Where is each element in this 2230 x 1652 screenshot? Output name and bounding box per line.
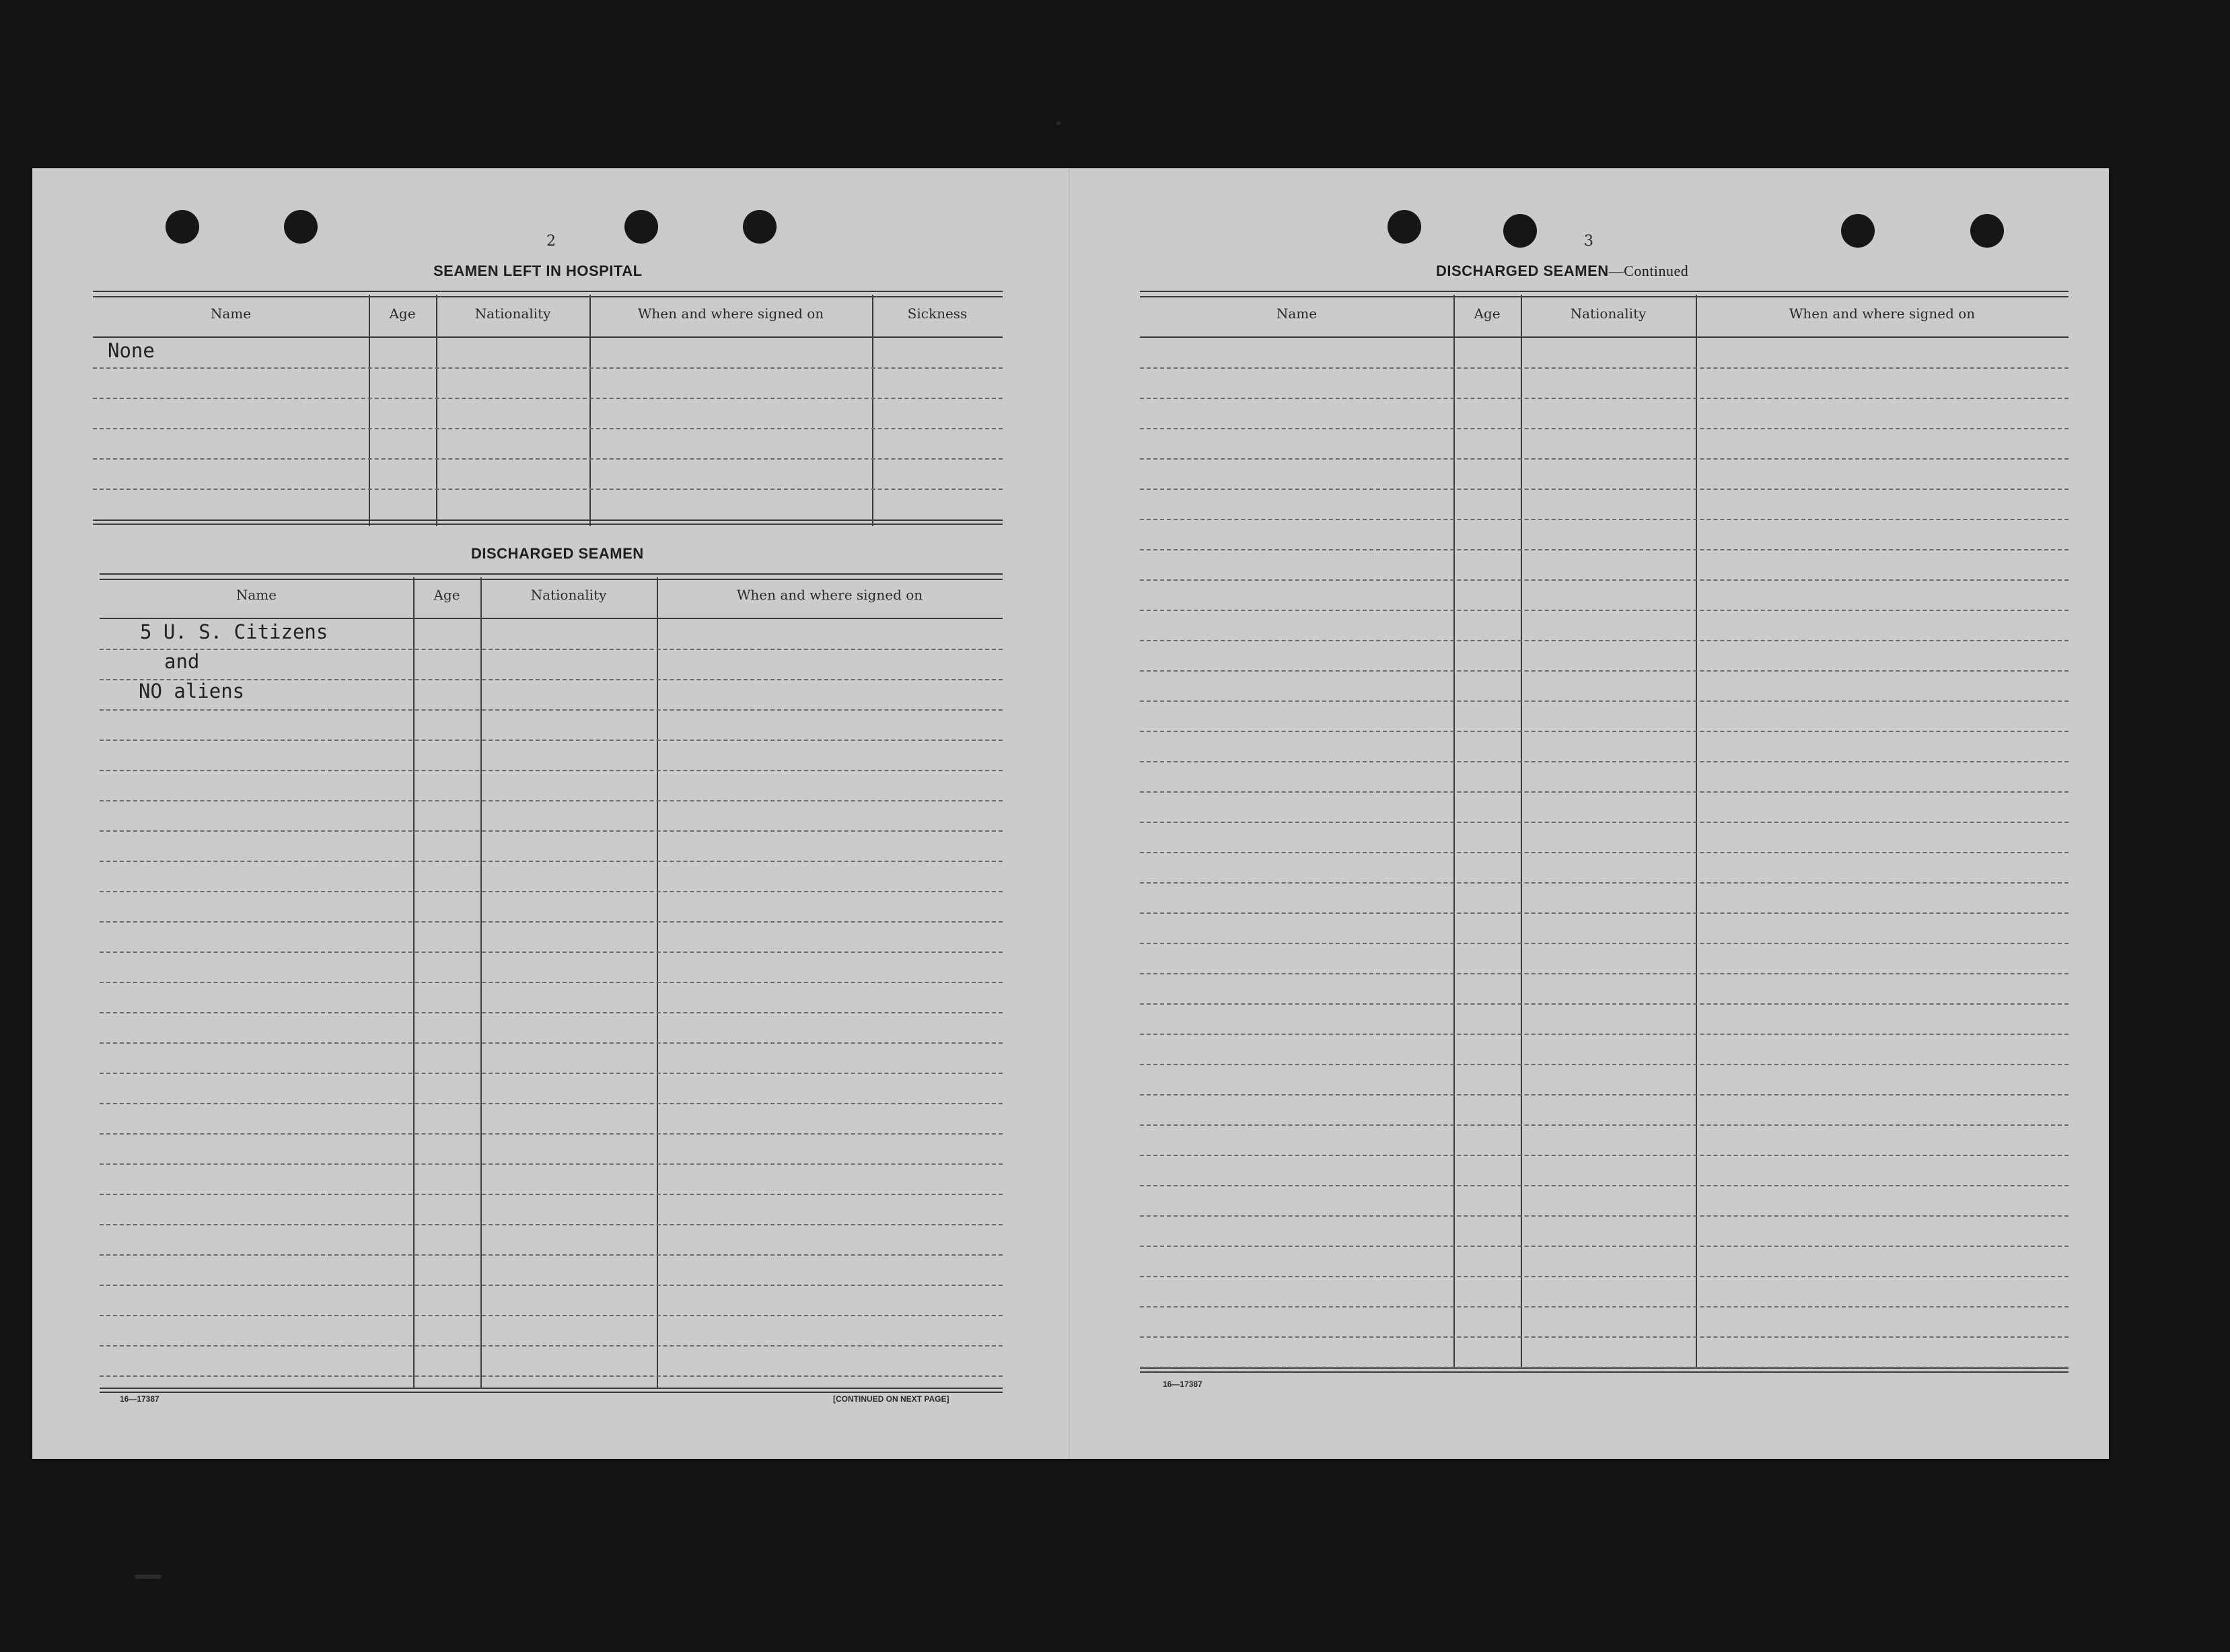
column-divider bbox=[872, 295, 873, 526]
discharged-entry-aliens: NO aliens bbox=[139, 680, 245, 703]
table-row bbox=[1140, 579, 2069, 581]
title-main: DISCHARGED SEAMEN bbox=[1436, 262, 1609, 279]
hospital-entry-none: None bbox=[108, 339, 155, 362]
table-row bbox=[100, 649, 1003, 650]
table-row bbox=[1140, 428, 2069, 429]
discharged-entry-and: and bbox=[164, 650, 200, 673]
page-fold bbox=[1069, 168, 1070, 1459]
table-row bbox=[1140, 912, 2069, 914]
table-row bbox=[1140, 458, 2069, 460]
table-row bbox=[1140, 640, 2069, 641]
table-top-rule bbox=[1140, 291, 2069, 297]
table-row bbox=[100, 1194, 1003, 1195]
table-row bbox=[1140, 1064, 2069, 1065]
table-row bbox=[1140, 1246, 2069, 1247]
table-bottom-rule bbox=[93, 519, 1003, 525]
table-row bbox=[100, 891, 1003, 892]
table-row bbox=[1140, 701, 2069, 702]
table-row bbox=[93, 367, 1003, 369]
table-row bbox=[1140, 489, 2069, 490]
table-row bbox=[1140, 610, 2069, 611]
column-divider bbox=[1453, 295, 1455, 1367]
col-header-name: Name bbox=[236, 587, 277, 603]
discharged-continued-title bbox=[1436, 262, 1688, 280]
table-row bbox=[1140, 670, 2069, 672]
table-row bbox=[1140, 882, 2069, 884]
column-divider bbox=[436, 295, 437, 526]
form-number-right: 16—17387 bbox=[1163, 1379, 1202, 1389]
table-row bbox=[100, 740, 1003, 741]
hospital-table bbox=[93, 291, 1003, 526]
page-number-left: 2 bbox=[546, 233, 556, 250]
table-row bbox=[1140, 1003, 2069, 1005]
table-row bbox=[100, 770, 1003, 771]
table-row bbox=[1140, 367, 2069, 369]
table-row bbox=[100, 1103, 1003, 1104]
table-row bbox=[1140, 398, 2069, 399]
table-row bbox=[100, 1315, 1003, 1316]
table-row bbox=[93, 458, 1003, 460]
col-header-sickness: Sickness bbox=[907, 306, 968, 322]
header-divider bbox=[100, 618, 1003, 619]
scan-speck bbox=[135, 1575, 161, 1579]
col-header-nationality: Nationality bbox=[474, 306, 551, 322]
table-row bbox=[1140, 731, 2069, 732]
table-row bbox=[1140, 1276, 2069, 1277]
table-row bbox=[1140, 549, 2069, 550]
table-row bbox=[100, 1012, 1003, 1013]
form-number-left: 16—17387 bbox=[120, 1394, 159, 1404]
table-row bbox=[100, 921, 1003, 923]
record-sheet bbox=[32, 168, 2109, 1459]
header-divider bbox=[93, 336, 1003, 338]
punch-hole bbox=[284, 210, 318, 244]
col-header-name: Name bbox=[1276, 306, 1318, 322]
table-row bbox=[93, 398, 1003, 399]
table-row bbox=[100, 709, 1003, 711]
column-divider bbox=[589, 295, 591, 526]
table-row bbox=[100, 1133, 1003, 1135]
punch-hole bbox=[1503, 214, 1537, 248]
table-row bbox=[100, 1254, 1003, 1256]
punch-hole bbox=[166, 210, 199, 244]
table-row bbox=[100, 830, 1003, 832]
col-header-name: Name bbox=[210, 306, 252, 322]
table-row bbox=[1140, 1124, 2069, 1126]
punch-hole bbox=[1841, 214, 1875, 248]
page-number-right: 3 bbox=[1584, 233, 1593, 250]
col-header-nationality: Nationality bbox=[1570, 306, 1647, 322]
col-header-age: Age bbox=[433, 587, 460, 603]
table-bottom-rule bbox=[100, 1388, 1003, 1393]
punch-hole bbox=[1970, 214, 2004, 248]
table-row bbox=[1140, 1155, 2069, 1156]
table-row bbox=[100, 800, 1003, 801]
table-row bbox=[1140, 1034, 2069, 1035]
table-row bbox=[100, 951, 1003, 953]
discharged-entry-citizens: 5 U. S. Citizens bbox=[140, 620, 328, 643]
discharged-table-right bbox=[1140, 291, 2069, 1367]
col-header-signed-on: When and where signed on bbox=[736, 587, 923, 603]
col-header-age: Age bbox=[389, 306, 416, 322]
discharged-table-left bbox=[100, 573, 1003, 1392]
column-divider bbox=[1696, 295, 1697, 1367]
table-bottom-rule bbox=[1140, 1367, 2069, 1373]
table-row bbox=[100, 679, 1003, 680]
table-row bbox=[1140, 943, 2069, 944]
table-row bbox=[1140, 852, 2069, 853]
punch-hole bbox=[624, 210, 658, 244]
discharged-section-title: DISCHARGED SEAMEN bbox=[471, 545, 644, 562]
table-row bbox=[1140, 1215, 2069, 1217]
column-divider bbox=[1521, 295, 1522, 1367]
col-header-signed-on: When and where signed on bbox=[637, 306, 824, 322]
scan-speck bbox=[1056, 121, 1060, 125]
table-row bbox=[1140, 1336, 2069, 1338]
col-header-nationality: Nationality bbox=[530, 587, 607, 603]
table-row bbox=[1140, 519, 2069, 520]
header-divider bbox=[1140, 336, 2069, 338]
hospital-section-title: SEAMEN LEFT IN HOSPITAL bbox=[433, 262, 643, 279]
table-row bbox=[93, 428, 1003, 429]
column-divider bbox=[369, 295, 370, 526]
table-row bbox=[1140, 822, 2069, 823]
table-row bbox=[100, 861, 1003, 862]
table-row bbox=[100, 1375, 1003, 1377]
table-row bbox=[100, 1345, 1003, 1346]
table-row bbox=[100, 1163, 1003, 1165]
col-header-age: Age bbox=[1474, 306, 1501, 322]
col-header-signed-on: When and where signed on bbox=[1789, 306, 1976, 322]
table-top-rule bbox=[100, 573, 1003, 580]
table-row bbox=[1140, 761, 2069, 762]
title-suffix: —Continued bbox=[1608, 262, 1689, 279]
table-row bbox=[100, 982, 1003, 983]
punch-hole bbox=[743, 210, 777, 244]
table-row bbox=[1140, 791, 2069, 793]
punch-hole bbox=[1388, 210, 1421, 244]
table-row bbox=[1140, 1306, 2069, 1307]
table-row bbox=[1140, 1185, 2069, 1186]
continued-note: [CONTINUED ON NEXT PAGE] bbox=[833, 1394, 949, 1404]
table-row bbox=[1140, 1367, 2069, 1368]
table-row bbox=[93, 489, 1003, 490]
table-row bbox=[100, 1224, 1003, 1225]
table-row bbox=[1140, 1094, 2069, 1096]
table-row bbox=[1140, 973, 2069, 974]
table-row bbox=[100, 1073, 1003, 1074]
table-row bbox=[100, 1285, 1003, 1286]
table-row bbox=[100, 1042, 1003, 1044]
table-top-rule bbox=[93, 291, 1003, 297]
